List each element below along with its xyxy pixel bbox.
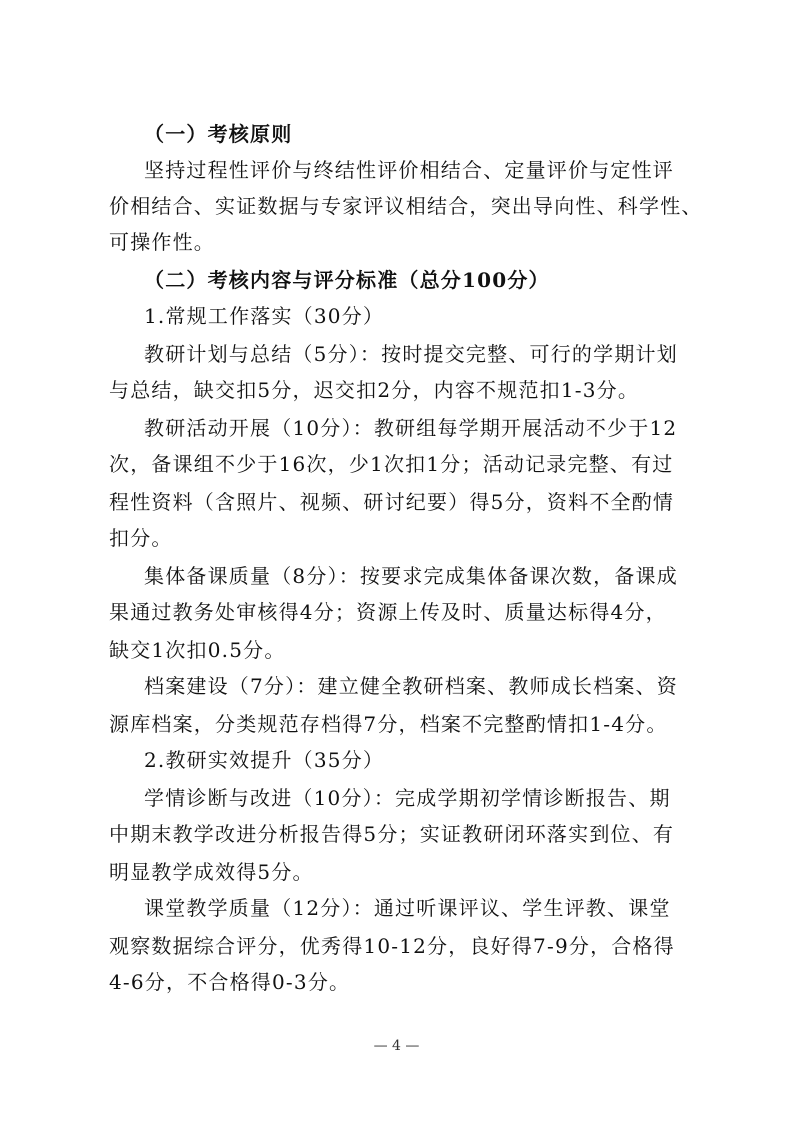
paragraph-line: 与总结，缺交扣5分，迟交扣2分，内容不规范扣1-3分。 <box>109 378 640 402</box>
paragraph-line: 扣分。 <box>109 526 173 550</box>
paragraph-line: 中期末教学改进分析报告得5分；实证教研闭环落实到位、有 <box>109 822 675 846</box>
paragraph-line: 坚持过程性评价与终结性评价相结合、定量评价与定性评 <box>144 158 674 182</box>
paragraph-line: 次，备课组不少于16次，少1次扣1分；活动记录完整、有过 <box>109 452 674 476</box>
paragraph-line: 源库档案，分类规范存档得7分，档案不完整酌情扣1-4分。 <box>109 712 668 736</box>
subsection-title-routine-work: 1.常规工作落实（30分） <box>144 304 385 328</box>
paragraph-line: 教研计划与总结（5分）：按时提交完整、可行的学期计划 <box>144 342 678 366</box>
paragraph-line: 教研活动开展（10分）：教研组每学期开展活动不少于12 <box>144 416 678 440</box>
paragraph-line: 果通过教务处审核得4分；资源上传及时、质量达标得4分， <box>109 600 667 624</box>
subsection-title-effectiveness: 2.教研实效提升（35分） <box>144 748 385 772</box>
paragraph-line: 学情诊断与改进（10分）：完成学期初学情诊断报告、期 <box>144 786 671 810</box>
page-number: — 4 — <box>373 1038 420 1054</box>
paragraph-line: 缺交1次扣0.5分。 <box>109 638 286 662</box>
paragraph-line: 4-6分，不合格得0-3分。 <box>109 970 351 994</box>
paragraph-line: 档案建设（7分）：建立健全教研档案、教师成长档案、资 <box>144 674 678 698</box>
paragraph-line: 程性资料（含照片、视频、研讨纪要）得5分，资料不全酌情 <box>109 490 675 514</box>
paragraph-line: 明显教学成效得5分。 <box>109 860 314 884</box>
paragraph-line: 集体备课质量（8分）：按要求完成集体备课次数，备课成 <box>144 564 678 588</box>
section-heading-content-standards: （二）考核内容与评分标准（总分100分） <box>144 268 550 292</box>
paragraph-line: 可操作性。 <box>109 230 215 254</box>
paragraph-line: 观察数据综合评分，优秀得10-12分，良好得7-9分，合格得 <box>109 934 675 958</box>
section-heading-principles: （一）考核原则 <box>144 122 293 146</box>
paragraph-line: 价相结合、实证数据与专家评议相结合，突出导向性、科学性、 <box>109 194 703 218</box>
paragraph-line: 课堂教学质量（12分）：通过听课评议、学生评教、课堂 <box>144 896 671 920</box>
